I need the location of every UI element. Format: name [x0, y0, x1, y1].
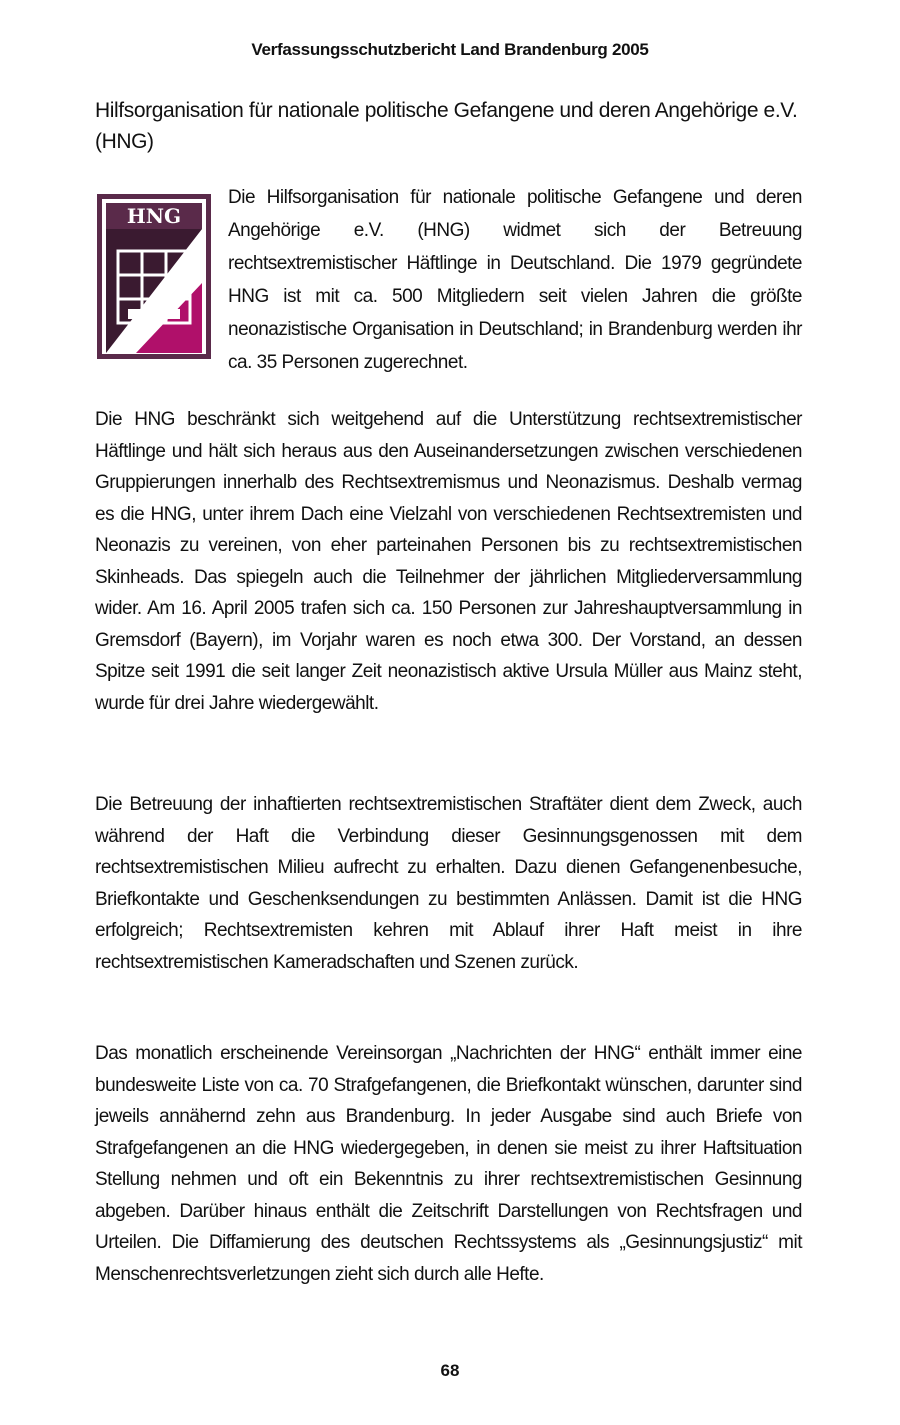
body-paragraph: Die HNG beschränkt sich weitgehend auf die Unterstützung rechtsextremistischer Häftlinge und hält sich heraus aus den Auseinandersetzungen zwischen verschiedenen Gruppierungen innerhalb des Rechtsextremismus und Neonazismus. Deshalb vermag es die HNG, unter ihrem Dach eine Vielzahl von verschiedenen Rechtsextremisten und Neonazis zu vereinen, von eher parteinahen Personen bis zu rechtsextremistischen Skinheads. Das spiegeln auch die Teilnehmer der jährlichen Mitgliederversammlung wider. Am 16. April 2005 trafen sich ca. 150 Personen zur Jahreshauptversammlung in Gremsdorf (Bayern), im Vorjahr waren es noch etwa 300. Der Vorstand, an dessen Spitze seit 1991 die seit langer Zeit neonazistisch aktive Ursula Müller aus Mainz steht, wurde für drei Jahre wiedergewählt. [95, 409, 802, 714]
page-number: 68 [440, 1361, 460, 1380]
logo-text: HNG [126, 204, 182, 228]
intro-paragraph: Die Hilfsorganisation für nationale politische Gefangene und deren Angehörige e.V. (HNG) widmet sich der Betreuung rechtsextremistischer Häftlinge in Deutschland. Die 1979 gegründete HNG ist mit ca. 500 Mitgliedern seit vielen Jahren die größte neonazistische Organisation in Deutschland; in Brandenburg werden ihr ca. 35 Personen zugerechnet. [228, 187, 802, 373]
hng-logo [96, 193, 212, 360]
body-paragraph: Das monatlich erscheinende Vereinsorgan „Nachrichten der HNG“ enthält immer eine bundesweite Liste von ca. 70 Strafgefangenen, die Briefkontakt wünschen, darunter sind jeweils annähernd zehn aus Brandenburg. In jeder Ausgabe sind auch Briefe von Strafgefangenen an die HNG wiedergegeben, in denen sie meist zu ihrer Haftsituation Stellung nehmen und oft ein Bekenntnis zu ihrer rechtsextremistischen Gesinnung abgeben. Darüber hinaus enthält die Zeitschrift Darstellungen von Rechtsfragen und Urteilen. Die Diffamierung des deutschen Rechtssystems als „Gesinnungsjustiz“ mit Menschenrechtsverletzungen zieht sich durch alle Hefte. [95, 1043, 802, 1285]
running-header: Verfassungsschutzbericht Land Brandenburg 2005 [251, 40, 649, 59]
section-title: Hilfsorganisation für nationale politische Gefangene und deren Angehörige e.V. (HNG) [95, 99, 798, 153]
body-paragraph: Die Betreuung der inhaftierten rechtsextremistischen Straftäter dient dem Zweck, auch während der Haft die Verbindung dieser Gesinnungsgenossen mit dem rechtsextremistischen Milieu aufrecht zu erhalten. Dazu dienen Gefangenenbesuche, Briefkontakte und Geschenksendungen zu bestimmten Anlässen. Damit ist die HNG erfolgreich; Rechtsextremisten kehren mit Ablauf ihrer Haft meist in ihre rechtsextremistischen Kameradschaften und Szenen zurück. [95, 794, 802, 973]
